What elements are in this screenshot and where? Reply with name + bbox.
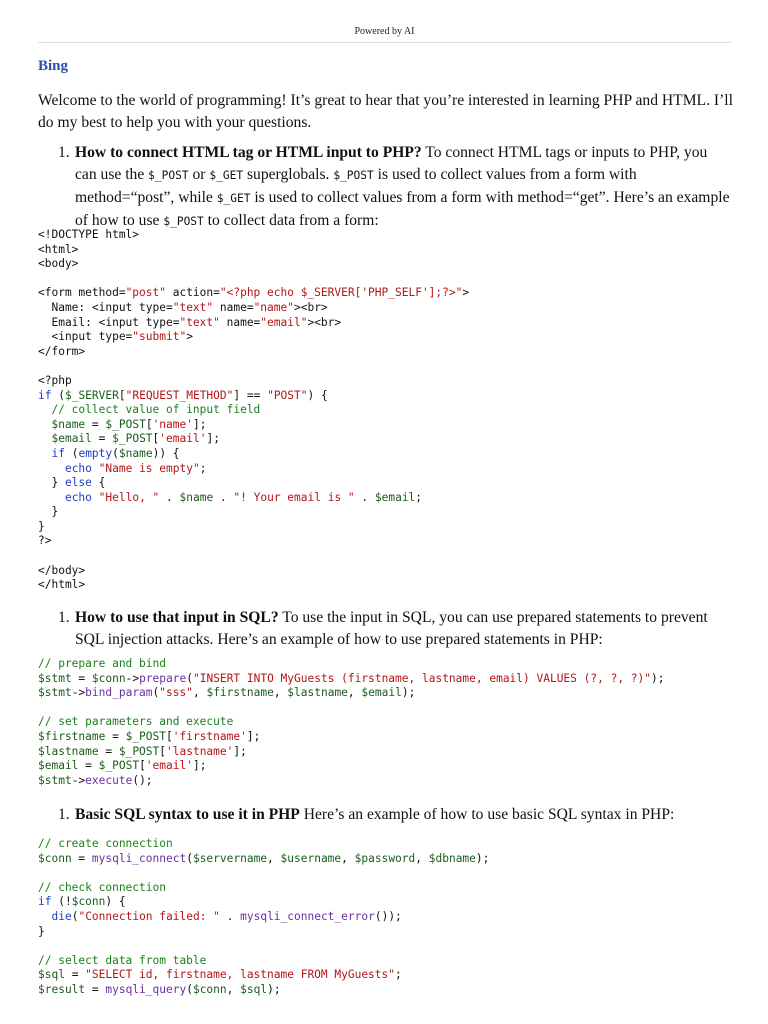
brand-title: Bing <box>38 58 69 74</box>
code-line: $email = $_POST['email']; <box>38 759 207 773</box>
item-text: superglobals. <box>243 166 334 183</box>
code-line: $name = $_POST['name']; <box>51 417 207 431</box>
code-line: // set parameters and execute <box>38 715 234 729</box>
code-line <box>38 359 758 374</box>
list-item-basic-sql <box>58 804 730 826</box>
code-block-html-form <box>38 228 758 593</box>
code-line: <html> <box>38 242 79 256</box>
code-line: if ($_SERVER["REQUEST_METHOD"] == "POST") { <box>38 388 328 402</box>
code-line <box>38 549 758 564</box>
code-line: $sql = "SELECT id, firstname, lastname FROM MyGuests"; <box>38 968 402 982</box>
code-line: <body> <box>38 257 79 271</box>
code-line: // prepare and bind <box>38 657 166 670</box>
list-number: 1. <box>58 806 70 823</box>
code-line: <form method="post" action="<?php echo $_SERVER['PHP_SELF'];?>"> <box>38 286 470 300</box>
intro-paragraph: Welcome to the world of programming! It’s great to hear that you’re interested in learning PHP and HTML. I’ll do my best to help you with your questions. <box>38 92 733 131</box>
code-line: // check connection <box>38 880 166 894</box>
code-line: Email: <input type="text" name="email"><br> <box>38 315 342 329</box>
code-line: ?> <box>38 534 52 548</box>
item-text: To connect HTML tags or inputs to PHP, you can use the <box>75 144 708 183</box>
list-item-sql <box>58 607 730 651</box>
list-item-connect <box>58 142 730 233</box>
item-text: to collect data from a form: <box>203 212 379 229</box>
item-text: is used to collect values from a form with method=“get”. Here’s an example of how to use <box>75 189 730 229</box>
code-line: $email = $_POST['email']; <box>51 432 220 446</box>
code-line: </html> <box>38 578 86 592</box>
list-number: 1. <box>58 609 70 626</box>
item-text: Here’s an example of how to use basic SQL syntax in PHP: <box>299 806 675 823</box>
powered-by-header: Powered by AI <box>38 26 731 43</box>
code-line: // create connection <box>38 837 173 850</box>
code-line: </body> <box>38 563 86 577</box>
code-line: $stmt->execute(); <box>38 773 153 787</box>
code-line: echo "Hello, " . $name . "! Your email is " . $email; <box>64 490 423 504</box>
inline-code: $_GET <box>209 169 244 182</box>
code-line: <?php <box>38 373 72 387</box>
item-title: Basic SQL syntax to use it in PHP <box>75 806 300 823</box>
item-title: How to use that input in SQL? <box>75 609 279 626</box>
code-line: } <box>38 505 59 519</box>
inline-code: $_POST <box>148 169 189 182</box>
list-number: 1. <box>58 144 70 161</box>
code-line: $firstname = $_POST['firstname']; <box>38 729 261 743</box>
list-item-text <box>75 804 730 826</box>
code-line: $result = mysqli_query($conn, $sql); <box>38 982 281 996</box>
code-line: if (empty($name)) { <box>51 446 180 460</box>
code-line: if (!$conn) { <box>38 895 126 909</box>
code-line <box>38 866 758 881</box>
code-line: echo "Name is empty"; <box>64 461 207 475</box>
code-line: } <box>38 519 45 533</box>
code-line: // collect value of input field <box>38 403 261 417</box>
code-line: $lastname = $_POST['lastname']; <box>38 744 247 758</box>
code-line <box>38 701 758 716</box>
item-title: How to connect HTML tag or HTML input to PHP? <box>75 144 422 161</box>
code-line: </form> <box>38 344 86 358</box>
code-line: Name: <input type="text" name="name"><br> <box>38 300 328 314</box>
inline-code: $_GET <box>216 192 251 205</box>
inline-code: $_POST <box>333 169 374 182</box>
item-text: To use the input in SQL, you can use prepared statements to prevent SQL injection attacks. Here’s an example of how to use prepared statements in PHP: <box>75 609 708 648</box>
code-line: $stmt = $conn->prepare("INSERT INTO MyGuests (firstname, lastname, email) VALUES (?, ?, ?)"); <box>38 671 665 685</box>
code-block-basic-sql <box>38 837 758 998</box>
code-line: } <box>38 924 45 938</box>
item-text: or <box>188 166 210 183</box>
code-line: <!DOCTYPE html> <box>38 228 140 241</box>
item-text: is used to collect values from a form with method=“post”, while <box>75 166 637 206</box>
code-line: // select data from table <box>38 953 207 967</box>
inline-code: $_POST <box>163 215 204 228</box>
list-item-text <box>75 142 730 233</box>
code-line: <input type="submit"> <box>38 330 193 344</box>
code-block-prepared-statements <box>38 657 758 788</box>
code-line: } else { <box>38 476 106 490</box>
code-line <box>38 272 758 287</box>
code-line: $conn = mysqli_connect($servername, $username, $password, $dbname); <box>38 851 490 865</box>
code-line: $stmt->bind_param("sss", $firstname, $lastname, $email); <box>38 686 416 700</box>
code-line <box>38 939 758 954</box>
list-item-text <box>75 607 730 651</box>
code-line: die("Connection failed: " . mysqli_connect_error()); <box>51 909 402 923</box>
